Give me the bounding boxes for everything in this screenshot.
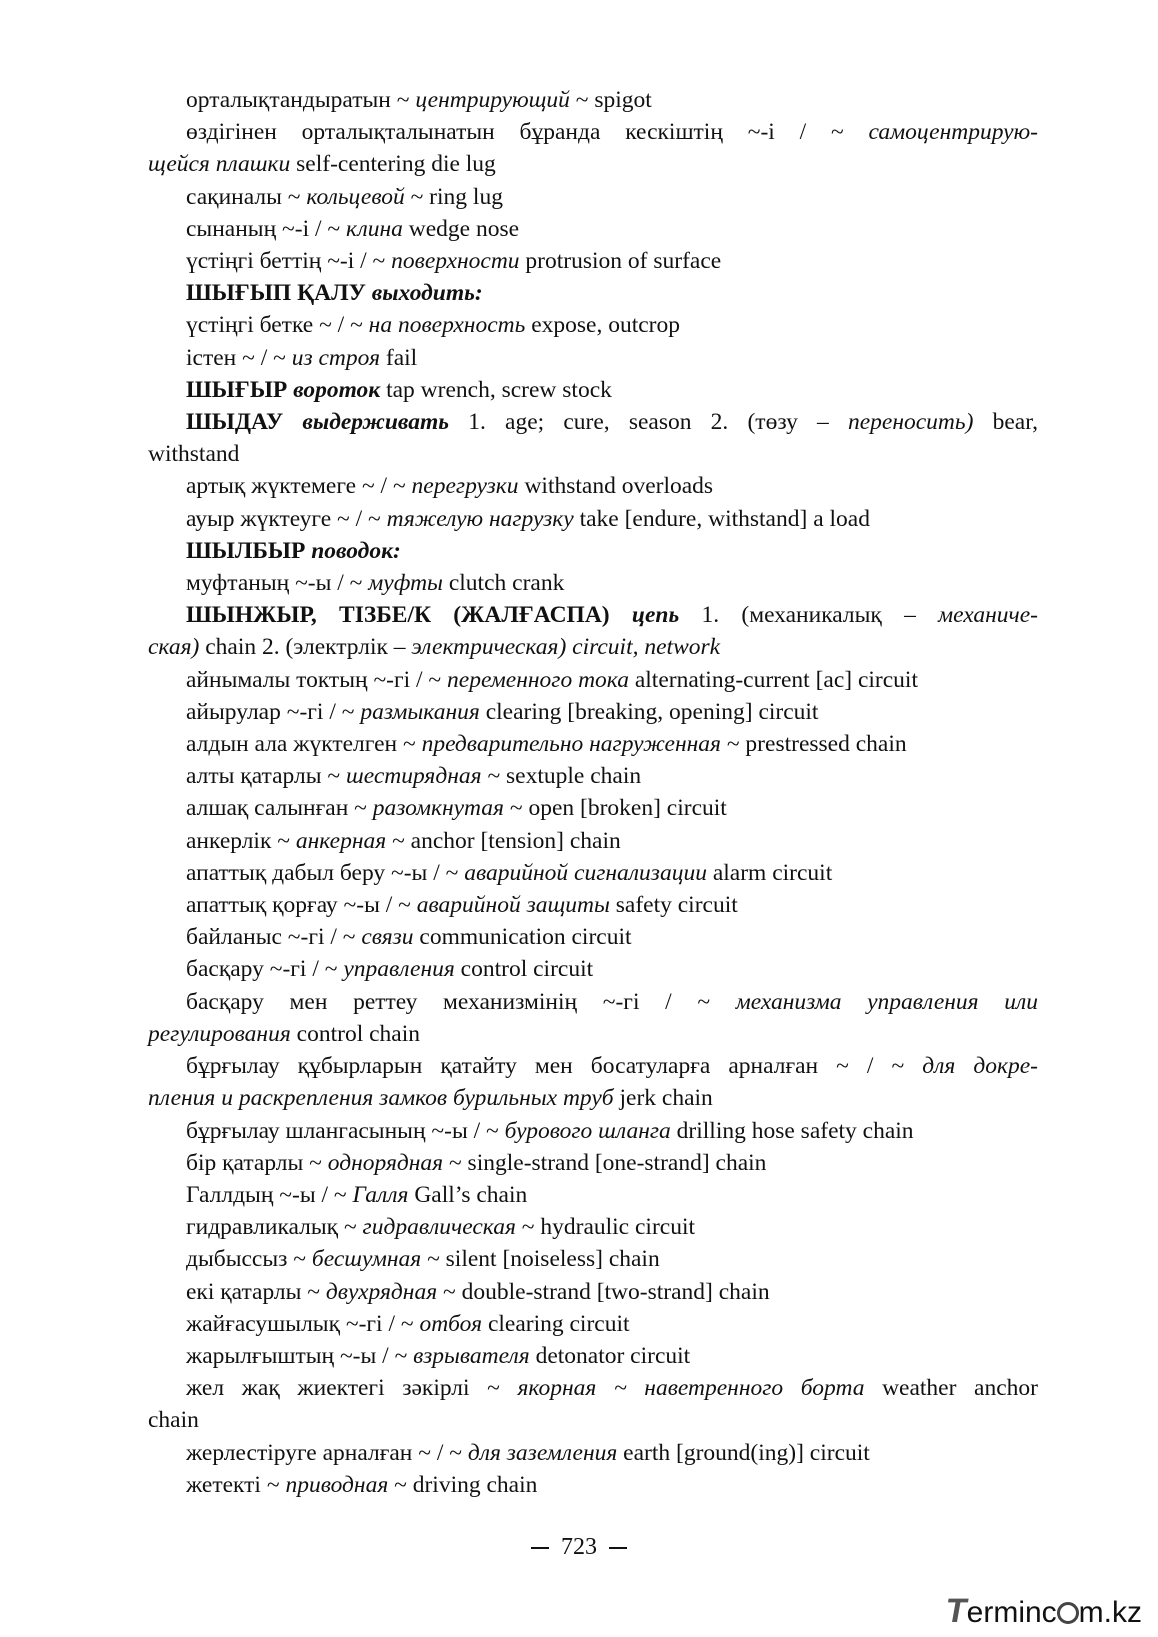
- dictionary-line: [148, 406, 1038, 438]
- entry-text: self-centering die lug: [290, 151, 496, 178]
- dictionary-line: [148, 148, 1038, 180]
- entry-text: істен ~ / ~: [186, 344, 292, 371]
- entry-text: сақиналы ~: [186, 183, 307, 210]
- russian-term: для докре-: [922, 1053, 1038, 1080]
- entry-text: ~ open [broken] circuit: [503, 795, 727, 822]
- entry-text: jerk chain: [613, 1085, 713, 1112]
- entry-text: жел жақ жиектегі зәкірлі ~: [186, 1375, 518, 1402]
- entry-text: өздігінен орталықталынатын бұранда кескіштің ~-і / ~: [186, 119, 869, 146]
- entry-text: гидравликалық ~: [186, 1214, 363, 1241]
- russian-term: аварийной защиты: [416, 892, 610, 919]
- entry-text: алты қатарлы ~: [186, 763, 346, 790]
- headword: ШЫҒЫП ҚАЛУ: [186, 280, 372, 307]
- russian-term: связи: [361, 924, 414, 951]
- russian-term: якорная ~ наветренного борта: [517, 1375, 865, 1402]
- dictionary-line: [148, 986, 1038, 1018]
- entry-text: ауыр жүктеуге ~ / ~: [186, 505, 387, 532]
- russian-term: механиче-: [938, 602, 1038, 629]
- entry-text: clutch crank: [442, 570, 565, 597]
- dictionary-line: [148, 116, 1038, 148]
- dictionary-line: [148, 857, 1038, 889]
- russian-term: центрирующий: [415, 87, 570, 113]
- entry-text: жарылғыштың ~-ы / ~: [186, 1342, 414, 1369]
- dictionary-line: [148, 1147, 1038, 1179]
- dictionary-line: [148, 1211, 1038, 1243]
- entry-text: ~ spigot: [569, 87, 652, 113]
- entry-text: bear,: [973, 409, 1038, 436]
- dictionary-line: [148, 1437, 1038, 1469]
- entry-text: алдын ала жүктелген ~: [186, 731, 422, 758]
- russian-term: электрическая) circuit, network: [411, 634, 721, 661]
- dictionary-line: [148, 728, 1038, 760]
- entry-text: анкерлік ~: [186, 827, 296, 854]
- russian-term: переносить): [847, 409, 974, 436]
- russian-term: взрывателя: [413, 1342, 530, 1369]
- russian-term: однорядная: [327, 1149, 444, 1176]
- page-number: [0, 1534, 1158, 1561]
- entry-text: Галлдың ~-ы / ~: [186, 1181, 353, 1208]
- entry-text: chain 2. (электрлік –: [199, 634, 412, 661]
- entry-text: withstand: [148, 441, 240, 468]
- entry-text: wedge nose: [402, 215, 520, 242]
- entry-text: жайғасушылық ~-гі / ~: [186, 1310, 420, 1337]
- entry-text: ~ sextuple chain: [481, 763, 642, 790]
- dictionary-line: [148, 760, 1038, 792]
- dictionary-line: [148, 181, 1038, 213]
- headword: ШЫНЖЫР, ТІЗБЕ/К (ЖАЛҒАСПА): [186, 602, 632, 629]
- entry-text: сынаның ~-і / ~: [186, 215, 346, 242]
- entry-text: protrusion of surface: [519, 248, 722, 275]
- entry-text: бұрғылау құбырларын қатайту мен босатуларға арналған ~ / ~: [186, 1053, 923, 1080]
- entry-text: control circuit: [454, 956, 594, 983]
- dictionary-line: [148, 631, 1038, 663]
- entry-text: алшақ салынған ~: [186, 795, 373, 822]
- dash-left: [531, 1547, 549, 1549]
- dictionary-line: [148, 438, 1038, 470]
- dictionary-line: [148, 84, 1038, 116]
- entry-text: fail: [380, 344, 418, 371]
- entry-text: weather anchor: [864, 1375, 1038, 1402]
- russian-term: механизма управления или: [735, 988, 1039, 1015]
- entry-text: үстіңгі бетке ~ / ~: [186, 312, 369, 339]
- dictionary-line: [148, 825, 1038, 857]
- dictionary-line: [148, 567, 1038, 599]
- entry-text: take [endure, withstand] a load: [573, 505, 870, 532]
- logo-o-icon: [1057, 1602, 1079, 1624]
- russian-term: аварийной сигнализации: [464, 859, 707, 886]
- dictionary-line: [148, 245, 1038, 277]
- russian-term: для заземления: [467, 1439, 618, 1466]
- dictionary-line: [148, 599, 1038, 631]
- entry-text: clearing [breaking, opening] circuit: [479, 698, 819, 725]
- russian-term: пления и раскрепления замков бурильных труб: [148, 1085, 614, 1112]
- logo-text-mid: erminc: [966, 1596, 1057, 1629]
- entry-text: басқару мен реттеу механизмінің ~-гі / ~: [186, 988, 736, 1015]
- russian-term: бесшумная: [311, 1246, 422, 1273]
- dictionary-page: [148, 84, 1038, 1501]
- russian-term: на поверхность: [368, 312, 526, 339]
- dictionary-line: [148, 953, 1038, 985]
- entry-text: жетекті ~: [186, 1471, 286, 1498]
- dictionary-line: [148, 1179, 1038, 1211]
- entry-text: апаттық дабыл беру ~-ы / ~: [186, 859, 465, 886]
- russian-term: предварительно нагруженная: [421, 731, 721, 758]
- entry-text: бір қатарлы ~: [186, 1149, 328, 1176]
- dictionary-line: [148, 503, 1038, 535]
- entry-text: бұрғылау шлангасының ~-ы / ~: [186, 1117, 505, 1144]
- entry-text: басқару ~-гі / ~: [186, 956, 344, 983]
- dictionary-line: [148, 277, 1038, 309]
- dictionary-line: [148, 664, 1038, 696]
- entry-text: earth [ground(ing)] circuit: [617, 1439, 870, 1466]
- entry-text: communication circuit: [413, 924, 632, 951]
- entry-text: ~ hydraulic circuit: [515, 1214, 696, 1241]
- dictionary-line: [148, 1372, 1038, 1404]
- entry-text: detonator circuit: [529, 1342, 691, 1369]
- dictionary-line: [148, 1082, 1038, 1114]
- russian-term: управления: [343, 956, 455, 983]
- entry-text: tap wrench, screw stock: [380, 376, 612, 403]
- terminkom-logo[interactable]: [942, 1592, 1142, 1631]
- logo-text-end: m.kz: [1078, 1596, 1142, 1629]
- entry-text: expose, outcrop: [525, 312, 680, 339]
- logo-t-mark: T: [942, 1592, 971, 1630]
- dictionary-line: [148, 1115, 1038, 1147]
- russian-term: из строя: [291, 344, 381, 371]
- entry-text: жерлестіруге арналған ~ / ~: [186, 1439, 468, 1466]
- russian-term: анкерная: [295, 827, 387, 854]
- dictionary-line: [148, 1276, 1038, 1308]
- dash-right: [609, 1547, 627, 1549]
- dictionary-line: [148, 1469, 1038, 1501]
- entry-text: айнымалы токтың ~-гі / ~: [186, 666, 448, 693]
- russian-term: двухрядная: [325, 1278, 438, 1305]
- dictionary-line: [148, 889, 1038, 921]
- russian-term: регулирования: [148, 1020, 291, 1047]
- entry-text: екі қатарлы ~: [186, 1278, 326, 1305]
- entry-text: Gall’s chain: [408, 1181, 528, 1208]
- entry-text: 1. age; cure, season 2. (төзу –: [449, 409, 848, 436]
- russian-term: гидравлическая: [362, 1214, 516, 1241]
- dictionary-line: [148, 1243, 1038, 1275]
- dictionary-line: [148, 696, 1038, 728]
- entry-text: үстіңгі беттің ~-і / ~: [186, 248, 392, 275]
- headword: ШЫДАУ: [186, 409, 303, 436]
- russian-term: разомкнутая: [372, 795, 504, 822]
- headword: ШЫЛБЫР: [186, 537, 312, 564]
- entry-text: drilling hose safety chain: [670, 1117, 914, 1144]
- entry-text: айырулар ~-гі / ~: [186, 698, 361, 725]
- entry-text: апаттық қорғау ~-ы / ~: [186, 892, 417, 919]
- russian-term: бурового шланга: [504, 1117, 671, 1144]
- russian-term: щейся плашки: [148, 151, 291, 178]
- entry-text: орталықтандыратын ~: [186, 87, 416, 113]
- russian-term: ская): [148, 634, 200, 661]
- entry-text: ~ ring lug: [404, 183, 503, 210]
- russian-term: поверхности: [391, 248, 520, 275]
- dictionary-line: [148, 1050, 1038, 1082]
- entry-text: withstand overloads: [518, 473, 714, 500]
- entry-text: ~ single-strand [one-strand] chain: [443, 1149, 767, 1176]
- dictionary-line: [148, 792, 1038, 824]
- dictionary-line: [148, 1308, 1038, 1340]
- russian-term: отбоя: [419, 1310, 483, 1337]
- russian-term: самоцентрирую-: [868, 119, 1038, 146]
- dictionary-line: [148, 921, 1038, 953]
- entry-text: safety circuit: [609, 892, 738, 919]
- russian-term: размыкания: [360, 698, 480, 725]
- entry-text: control chain: [290, 1020, 420, 1047]
- headword: ШЫҒЫР: [186, 376, 294, 403]
- entry-text: артық жүктемеге ~ / ~: [186, 473, 412, 500]
- entry-text: chain: [148, 1407, 199, 1434]
- page-number-text: 723: [561, 1534, 597, 1560]
- russian-term: клина: [345, 215, 403, 242]
- russian-term: шестирядная: [345, 763, 482, 790]
- entry-text: байланыс ~-гі / ~: [186, 924, 362, 951]
- entry-text: ~ double-strand [two-strand] chain: [437, 1278, 770, 1305]
- russian-term: тяжелую нагрузку: [386, 505, 574, 532]
- dictionary-line: [148, 309, 1038, 341]
- entry-text: дыбыссыз ~: [186, 1246, 312, 1273]
- russian-term: выдерживать: [302, 409, 450, 436]
- dictionary-line: [148, 535, 1038, 567]
- entry-text: ~ anchor [tension] chain: [386, 827, 621, 854]
- russian-term: вороток: [293, 376, 381, 403]
- entry-text: ~ silent [noiseless] chain: [421, 1246, 660, 1273]
- entry-text: ~ driving chain: [388, 1471, 538, 1498]
- russian-term: приводная: [285, 1471, 389, 1498]
- dictionary-line: [148, 342, 1038, 374]
- russian-term: перегрузки: [411, 473, 519, 500]
- entry-text: clearing circuit: [482, 1310, 630, 1337]
- dictionary-line: [148, 213, 1038, 245]
- dictionary-line: [148, 1404, 1038, 1436]
- russian-term: цепь: [631, 602, 680, 629]
- entry-text: ~ prestressed chain: [720, 731, 907, 758]
- entry-text: муфтаның ~-ы / ~: [186, 570, 369, 597]
- russian-term: выходить:: [371, 280, 483, 307]
- entry-text: alternating-current [ac] circuit: [628, 666, 918, 693]
- russian-term: Галля: [352, 1181, 409, 1208]
- dictionary-line: [148, 1018, 1038, 1050]
- russian-term: переменного тока: [447, 666, 629, 693]
- russian-term: муфты: [368, 570, 443, 597]
- entry-text: 1. (механикалық –: [679, 602, 939, 629]
- entry-text: alarm circuit: [706, 859, 833, 886]
- dictionary-line: [148, 1340, 1038, 1372]
- russian-term: поводок:: [311, 537, 401, 564]
- dictionary-line: [148, 470, 1038, 502]
- russian-term: кольцевой: [306, 183, 405, 210]
- dictionary-line: [148, 374, 1038, 406]
